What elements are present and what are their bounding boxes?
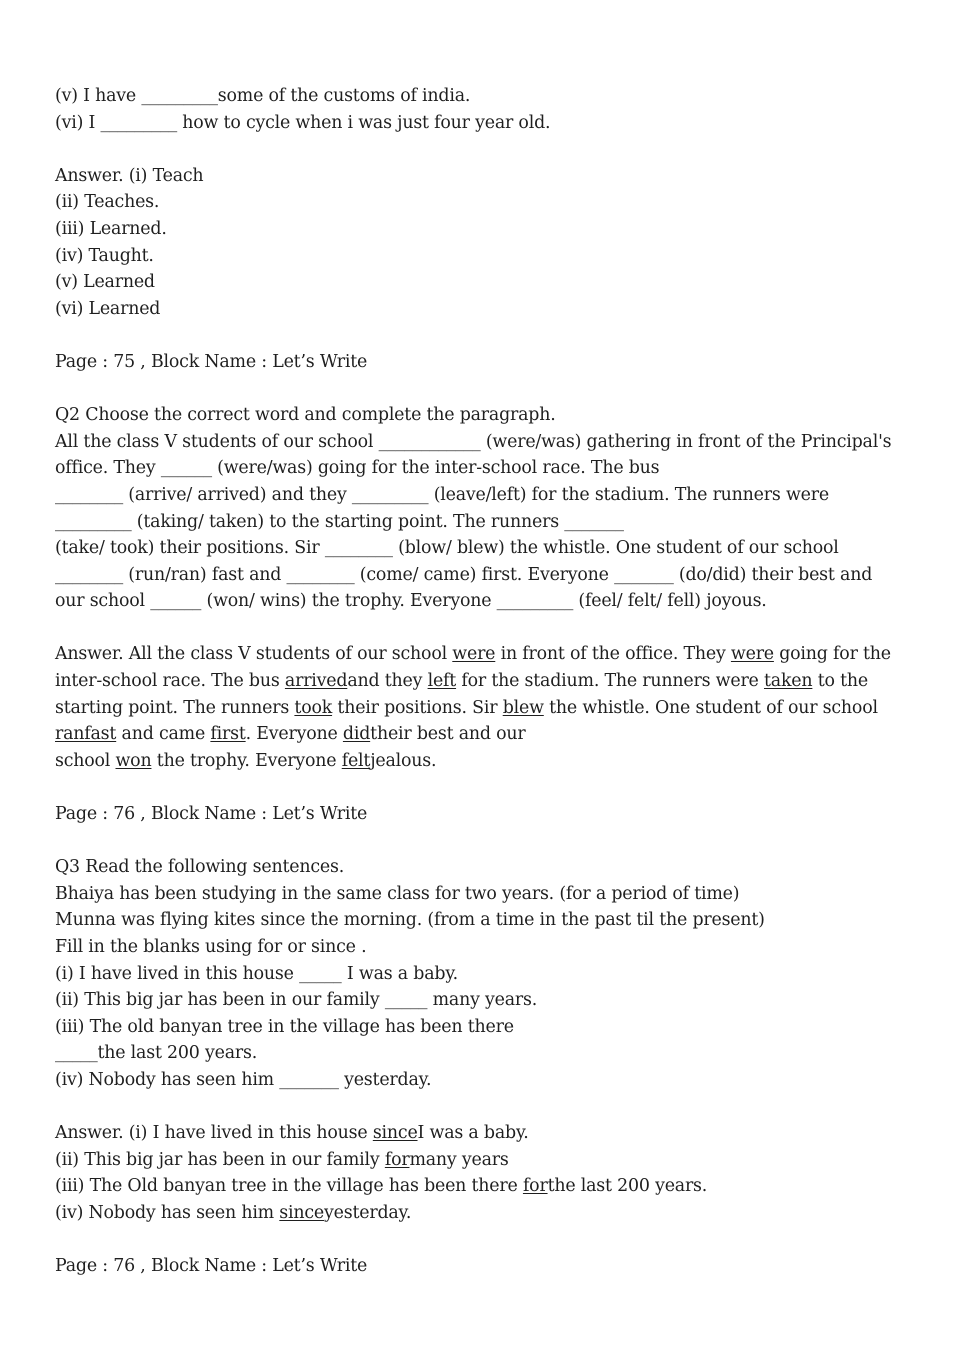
question-line: ________ (run/ran) fast and ________ (come/ came) first. Everyone _______ (do/did) their best and (55, 564, 873, 585)
answer-line: (vi) Learned (55, 298, 161, 319)
question-line: (take/ took) their positions. Sir ________ (blow/ blew) the whistle. One student of our school (55, 538, 839, 559)
underlined-answer: taken (763, 671, 813, 692)
answer-text: for the stadium. The runners were (456, 671, 764, 692)
question-line: our school ______ (won/ wins) the trophy. Everyone _________ (feel/ felt/ fell) joyous. (55, 591, 767, 612)
answer-text: school (55, 750, 116, 771)
question-line: (iv) Nobody has seen him _______ yesterday. (55, 1069, 432, 1090)
answer-text: inter-school race. The bus (55, 671, 285, 692)
page-reference: Page : 76 , Block Name : Let’s Write (55, 804, 368, 825)
answer-text: . Everyone (245, 724, 343, 745)
answer-line (55, 668, 905, 695)
answer-text: I was a baby. (417, 1123, 529, 1144)
question-line: (iii) The old banyan tree in the village has been there (55, 1016, 514, 1037)
answer-text: (iv) Nobody has seen him (55, 1202, 280, 1223)
answer-line: (iii) Learned. (55, 218, 167, 239)
underlined-answer: for (522, 1176, 548, 1197)
answer-text: and they (347, 671, 428, 692)
answer-text: their positions. Sir (332, 697, 503, 718)
question-line: Bhaiya has been studying in the same class for two years. (for a period of time) (55, 883, 740, 904)
question-3-block (55, 854, 905, 1093)
question-line: office. They ______ (were/was) going for the inter-school race. The bus (55, 458, 660, 479)
question-line: All the class V students of our school ____________ (were/was) gathering in front of the Principal's (55, 431, 892, 452)
answer-text: many years (409, 1149, 509, 1170)
answer-text: (ii) This big jar has been in our family (55, 1149, 385, 1170)
answer-line: (v) Learned (55, 272, 155, 293)
underlined-answer: since (372, 1123, 418, 1144)
question-heading: Q2 Choose the correct word and complete the paragraph. (55, 405, 556, 426)
page-reference: Page : 76 , Block Name : Let’s Write (55, 1256, 368, 1277)
answer-line: (iv) Taught. (55, 245, 154, 266)
underlined-answer: felt (341, 750, 371, 771)
answer-text: Answer. All the class V students of our school (55, 644, 453, 665)
underlined-answer: were (452, 644, 496, 665)
answer-text: Answer. (i) I have lived in this house (55, 1123, 373, 1144)
answer-line (55, 641, 905, 668)
answer-text: the whistle. One student of our school (543, 697, 878, 718)
answer-text: and came (116, 724, 211, 745)
answer-text: to the (812, 671, 868, 692)
answer-text: yesterday. (324, 1202, 412, 1223)
underlined-answer: ranfast (55, 724, 117, 745)
answer-line (55, 1120, 905, 1147)
underlined-answer: first (210, 724, 246, 745)
question-2-block (55, 402, 905, 615)
underlined-answer: were (730, 644, 774, 665)
question-line: (v) I have _________some of the customs of india. (55, 86, 471, 106)
answer-block-1 (55, 163, 905, 323)
answer-text: starting point. The runners (55, 697, 295, 718)
underlined-answer: won (115, 750, 152, 771)
answer-text: jealous. (370, 750, 437, 771)
document-page (55, 83, 905, 1280)
question-line: _____the last 200 years. (55, 1043, 258, 1064)
answer-text: (iii) The Old banyan tree in the village has been there (55, 1176, 523, 1197)
underlined-answer: left (427, 671, 457, 692)
question-line: (ii) This big jar has been in our family _____ many years. (55, 990, 538, 1011)
underlined-answer: took (294, 697, 333, 718)
answer-line (55, 721, 905, 748)
answer-text: the last 200 years. (547, 1176, 708, 1197)
underlined-answer: since (279, 1202, 325, 1223)
answer-line (55, 748, 905, 775)
question-line: _________ (taking/ taken) to the starting point. The runners _______ (55, 511, 624, 532)
answer-line (55, 1173, 905, 1200)
underlined-answer: did (342, 724, 371, 745)
answer-block-2 (55, 641, 905, 774)
question-line: (vi) I _________ how to cycle when i was just four year old. (55, 112, 551, 133)
answer-text: their best and our (370, 724, 526, 745)
answer-line: (ii) Teaches. (55, 192, 160, 213)
underlined-answer: for (384, 1149, 410, 1170)
answer-line (55, 1147, 905, 1174)
answer-block-3 (55, 1120, 905, 1226)
question-line: (i) I have lived in this house _____ I was a baby. (55, 963, 458, 984)
question-line: ________ (arrive/ arrived) and they _________ (leave/left) for the stadium. The runners were (55, 484, 829, 505)
answer-line (55, 695, 905, 722)
answer-text: going for the (773, 644, 891, 665)
answer-line: Answer. (i) Teach (55, 165, 204, 186)
underlined-answer: arrived (284, 671, 348, 692)
answer-text: in front of the office. They (495, 644, 731, 665)
question-heading: Q3 Read the following sentences. (55, 857, 345, 878)
underlined-answer: blew (502, 697, 544, 718)
page-reference: Page : 75 , Block Name : Let’s Write (55, 351, 368, 372)
answer-line (55, 1200, 905, 1227)
question-line: Fill in the blanks using for or since . (55, 937, 367, 957)
question-line: Munna was flying kites since the morning. (from a time in the past til the present) (55, 910, 765, 931)
answer-text: the trophy. Everyone (151, 750, 342, 771)
